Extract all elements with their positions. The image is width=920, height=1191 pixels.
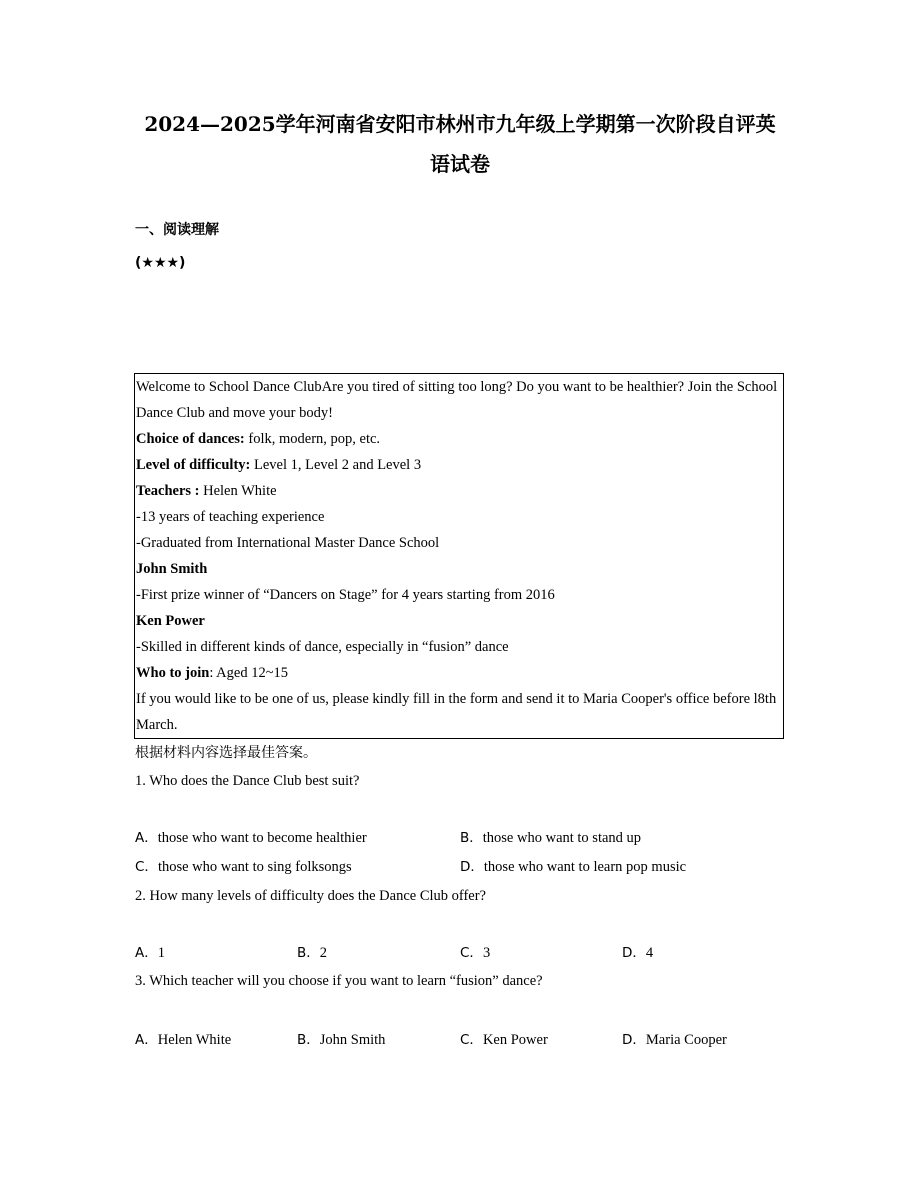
option-text: 1 bbox=[157, 945, 165, 961]
q1-option-b[interactable] bbox=[460, 827, 641, 849]
option-text: Helen White bbox=[157, 1032, 232, 1048]
option-letter: C． bbox=[460, 1032, 483, 1048]
helen-detail-1: -13 years of teaching experience bbox=[136, 509, 325, 525]
option-letter: D． bbox=[460, 859, 484, 875]
level-value: Level 1, Level 2 and Level 3 bbox=[250, 457, 422, 473]
ken-detail-1: -Skilled in different kinds of dance, especially in “fusion” dance bbox=[136, 639, 509, 655]
who-label: Who to join bbox=[136, 665, 210, 681]
option-letter: B． bbox=[460, 830, 483, 846]
q3-option-a[interactable] bbox=[135, 1029, 231, 1051]
question-1: 1. Who does the Dance Club best suit? bbox=[135, 773, 360, 789]
john-name: John Smith bbox=[136, 561, 208, 577]
q1-option-d[interactable] bbox=[460, 856, 686, 878]
option-letter: D． bbox=[622, 945, 646, 961]
q1-option-c[interactable] bbox=[135, 856, 352, 878]
option-text: 3 bbox=[482, 945, 491, 961]
who-value: : Aged 12~15 bbox=[209, 665, 289, 681]
choice-value: folk, modern, pop, etc. bbox=[244, 431, 381, 447]
passage-intro: Welcome to School Dance ClubAre you tired of sitting too long? Do you want to be healthier? Join the School Dance Club and move your body! bbox=[136, 379, 778, 421]
q2-option-a[interactable] bbox=[135, 942, 165, 964]
option-text: those who want to learn pop music bbox=[483, 859, 687, 875]
teachers-label: Teachers : bbox=[136, 483, 200, 499]
passage-choice bbox=[136, 426, 781, 452]
title-line-1: 2024—2025学年河南省安阳市林州市九年级上学期第一次阶段自评英 bbox=[144, 112, 776, 136]
john-detail-1: -First prize winner of “Dancers on Stage” for 4 years starting from 2016 bbox=[136, 587, 555, 603]
option-letter: C． bbox=[460, 945, 483, 961]
option-text: John Smith bbox=[319, 1032, 386, 1048]
option-letter: D． bbox=[622, 1032, 646, 1048]
q3-option-b[interactable] bbox=[297, 1029, 385, 1051]
level-label: Level of difficulty: bbox=[136, 457, 251, 473]
passage-teachers bbox=[136, 478, 781, 504]
reading-passage bbox=[134, 373, 784, 739]
q2-option-c[interactable] bbox=[460, 942, 490, 964]
ken-name: Ken Power bbox=[136, 613, 205, 629]
q2-option-d[interactable] bbox=[622, 942, 653, 964]
passage-closing: If you would like to be one of us, please kindly fill in the form and send it to Maria Cooper's office before l8th March. bbox=[136, 691, 777, 733]
choice-label: Choice of dances: bbox=[136, 431, 245, 447]
helen-detail-2: -Graduated from International Master Dance School bbox=[136, 535, 440, 551]
section-heading: 一、阅读理解 bbox=[135, 222, 219, 238]
option-letter: B． bbox=[297, 1032, 320, 1048]
passage-who bbox=[136, 660, 781, 686]
q1-option-a[interactable] bbox=[135, 827, 367, 849]
option-text: those who want to become healthier bbox=[157, 830, 367, 846]
document-title bbox=[60, 104, 860, 184]
teachers-value: Helen White bbox=[199, 483, 277, 499]
option-text: those who want to sing folksongs bbox=[157, 859, 352, 875]
option-text: 2 bbox=[319, 945, 328, 961]
option-letter: C． bbox=[135, 859, 158, 875]
option-text: 4 bbox=[645, 945, 654, 961]
passage-level bbox=[136, 452, 781, 478]
q3-option-c[interactable] bbox=[460, 1029, 548, 1051]
difficulty-rating: (★★★) bbox=[135, 255, 186, 271]
option-text: Maria Cooper bbox=[645, 1032, 727, 1048]
option-letter: A． bbox=[135, 830, 158, 846]
instruction: 根据材料内容选择最佳答案。 bbox=[135, 745, 317, 761]
option-letter: B． bbox=[297, 945, 320, 961]
q2-option-b[interactable] bbox=[297, 942, 327, 964]
q3-option-d[interactable] bbox=[622, 1029, 727, 1051]
option-letter: A． bbox=[135, 1032, 158, 1048]
question-2: 2. How many levels of difficulty does the Dance Club offer? bbox=[135, 888, 486, 904]
option-text: Ken Power bbox=[482, 1032, 548, 1048]
question-3: 3. Which teacher will you choose if you want to learn “fusion” dance? bbox=[135, 973, 543, 989]
option-text: those who want to stand up bbox=[482, 830, 642, 846]
option-letter: A． bbox=[135, 945, 158, 961]
title-line-2: 语试卷 bbox=[430, 152, 490, 176]
